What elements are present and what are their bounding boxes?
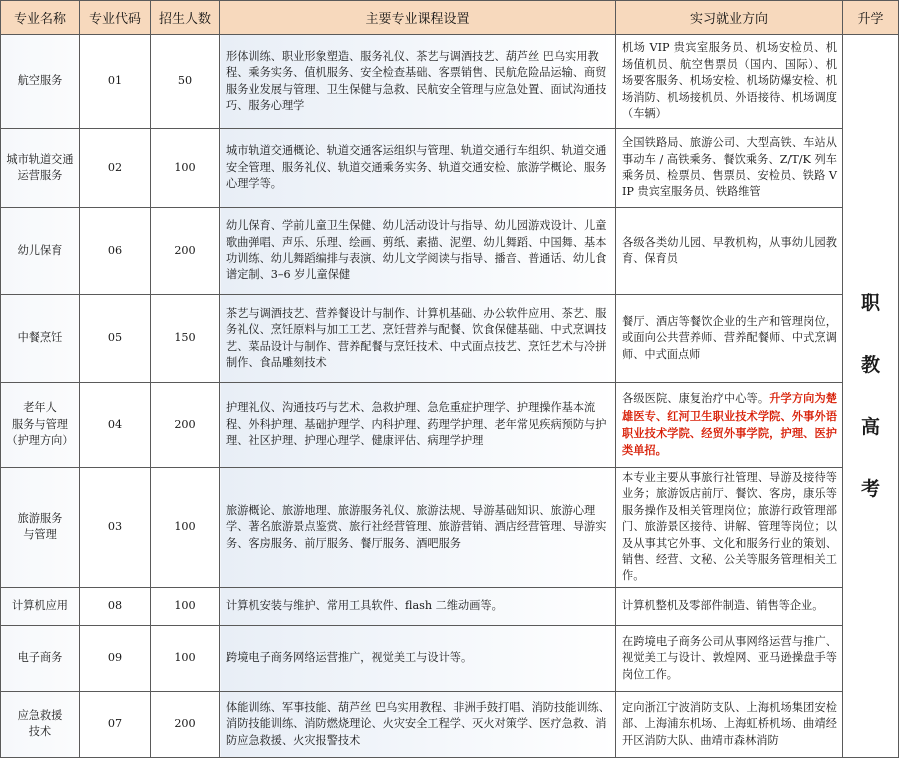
major-code: 08 <box>80 587 151 625</box>
header-major: 专业名称 <box>1 1 80 35</box>
major-name: 计算机应用 <box>1 587 80 625</box>
course-list: 城市轨道交通概论、轨道交通客运组织与管理、轨道交通行车组织、轨道交通安全管理、服务礼仪、轨道交通乘务实务、轨道交通安检、旅游学概论、服务心理学等。 <box>220 129 616 208</box>
upgrade-char: 职 <box>860 291 880 314</box>
major-code: 04 <box>80 383 151 468</box>
upgrade-char: 教 <box>860 353 880 376</box>
major-code: 03 <box>80 468 151 588</box>
table-row <box>1 208 899 295</box>
header-row <box>1 1 899 35</box>
career-highlight: 升学方向为楚雄医专、红河卫生职业技术学院、外事外语职业技术学院、经贸外事学院，护理、医护类单招。 <box>622 391 837 458</box>
table-row <box>1 587 899 625</box>
enroll-count: 200 <box>151 208 220 295</box>
course-list: 体能训练、军事技能、葫芦丝 巴乌实用教程、非洲手鼓打唱、消防技能训练、消防技能训练、消防燃烧理论、火灾安全工程学、灭火对策学、医疗急救、消防应急救援、火灾报警技术 <box>220 691 616 757</box>
major-name: 中餐烹饪 <box>1 295 80 383</box>
upgrade-path <box>843 35 899 758</box>
upgrade-char: 高 <box>860 415 880 438</box>
career-direction: 全国铁路局、旅游公司、大型高铁、车站从事动车 / 高铁乘务、餐饮乘务、Z/T/K 列车乘务员、检票员、售票员、安检员、铁路 VIP 贵宾室服务员、铁路维管 <box>616 129 843 208</box>
career-direction: 机场 VIP 贵宾室服务员、机场安检员、机场值机员、航空售票员（国内、国际）、机场要客服务、机场安检、机场防爆安检、机场消防、机场接机员、外语接待、机场调度（车辆） <box>616 35 843 129</box>
course-list: 幼儿保育、学前儿童卫生保健、幼儿活动设计与指导、幼儿园游戏设计、儿童歌曲弹唱、声乐、乐理、绘画、剪纸、素描、泥塑、幼儿舞蹈、中国舞、基本功训练、幼儿舞蹈编排与表演、幼儿文学阅读与指导、播音、普通话、幼儿食谱定制、3–6 岁儿童保健 <box>220 208 616 295</box>
table-row <box>1 35 899 129</box>
major-code: 05 <box>80 295 151 383</box>
major-name: 幼儿保育 <box>1 208 80 295</box>
career-direction: 餐厅、酒店等餐饮企业的生产和管理岗位，或面向公共营养师、营养配餐师、中式烹调师、中式面点师 <box>616 295 843 383</box>
major-code: 06 <box>80 208 151 295</box>
header-courses: 主要专业课程设置 <box>220 1 616 35</box>
course-list: 计算机安装与维护、常用工具软件、flash 二维动画等。 <box>220 587 616 625</box>
header-career: 实习就业方向 <box>616 1 843 35</box>
enroll-count: 200 <box>151 383 220 468</box>
career-direction: 本专业主要从事旅行社管理、导游及接待等业务；旅游饭店前厅、餐饮、客房，康乐等服务操作及相关管理岗位；旅游行政管理部门、旅游景区接待、讲解、管理等岗位；以及从事其它外事、文化和服务行业的策划、销售、经营、文秘、公关等服务管理相关工作。 <box>616 468 843 588</box>
career-direction: 各级各类幼儿园、早教机构，从事幼儿园教育、保育员 <box>616 208 843 295</box>
career-direction: 计算机整机及零部件制造、销售等企业。 <box>616 587 843 625</box>
table-row <box>1 691 899 757</box>
major-code: 02 <box>80 129 151 208</box>
major-code: 01 <box>80 35 151 129</box>
course-list: 茶艺与调酒技艺、营养餐设计与制作、计算机基础、办公软件应用、茶艺、服务礼仪、烹饪原料与加工工艺、烹饪营养与配餐、饮食保健基础、中式烹调技艺、菜品设计与制作、营养配餐与烹饪技术、中式面点技艺、烹饪艺术与冷拼制作、食品雕刻技术 <box>220 295 616 383</box>
enroll-count: 150 <box>151 295 220 383</box>
enroll-count: 100 <box>151 468 220 588</box>
major-code: 07 <box>80 691 151 757</box>
header-enroll: 招生人数 <box>151 1 220 35</box>
course-list: 护理礼仪、沟通技巧与艺术、急救护理、急危重症护理学、护理操作基本流程、外科护理、基础护理学、内科护理、药理学护理、老年常见疾病预防与护理、社区护理、护理心理学、健康评估、病理学护理 <box>220 383 616 468</box>
table-row <box>1 129 899 208</box>
major-code: 09 <box>80 625 151 691</box>
upgrade-char: 考 <box>860 477 880 500</box>
major-name: 应急救援 技术 <box>1 691 80 757</box>
career-direction: 定向浙江宁波消防支队、上海机场集团安检部、上海浦东机场、上海虹桥机场、曲靖经开区消防大队、曲靖市森林消防 <box>616 691 843 757</box>
career-direction: 各级医院、康复治疗中心等。升学方向为楚雄医专、红河卫生职业技术学院、外事外语职业技术学院、经贸外事学院，护理、医护类单招。 <box>616 383 843 468</box>
course-list: 跨境电子商务网络运营推广，视觉美工与设计等。 <box>220 625 616 691</box>
table-row <box>1 625 899 691</box>
enroll-count: 50 <box>151 35 220 129</box>
table-row <box>1 295 899 383</box>
table-row <box>1 383 899 468</box>
course-list: 形体训练、职业形象塑造、服务礼仪、茶艺与调酒技艺、葫芦丝 巴乌实用教程、乘务实务、值机服务、安全检查基础、客票销售、民航危险品运输、商贸服务业发展与管理、卫生保健与急救、民航安全管理与应急处置、面试沟通技巧、服务心理学 <box>220 35 616 129</box>
major-name: 城市轨道交通 运营服务 <box>1 129 80 208</box>
major-name: 旅游服务 与管理 <box>1 468 80 588</box>
major-name: 老年人 服务与管理 （护理方向） <box>1 383 80 468</box>
career-direction: 在跨境电子商务公司从事网络运营与推广、视觉美工与设计、敦煌网、亚马逊操盘手等岗位工作。 <box>616 625 843 691</box>
enroll-count: 100 <box>151 587 220 625</box>
enroll-count: 200 <box>151 691 220 757</box>
major-name: 航空服务 <box>1 35 80 129</box>
enroll-count: 100 <box>151 625 220 691</box>
header-upgrade: 升学 <box>843 1 899 35</box>
major-name: 电子商务 <box>1 625 80 691</box>
table-row <box>1 468 899 588</box>
header-code: 专业代码 <box>80 1 151 35</box>
enroll-count: 100 <box>151 129 220 208</box>
course-list: 旅游概论、旅游地理、旅游服务礼仪、旅游法规、导游基础知识、旅游心理学、著名旅游景点鉴赏、旅行社经营管理、旅游营销、酒店经营管理、导游实务、客房服务、前厅服务、餐厅服务、酒吧服务 <box>220 468 616 588</box>
